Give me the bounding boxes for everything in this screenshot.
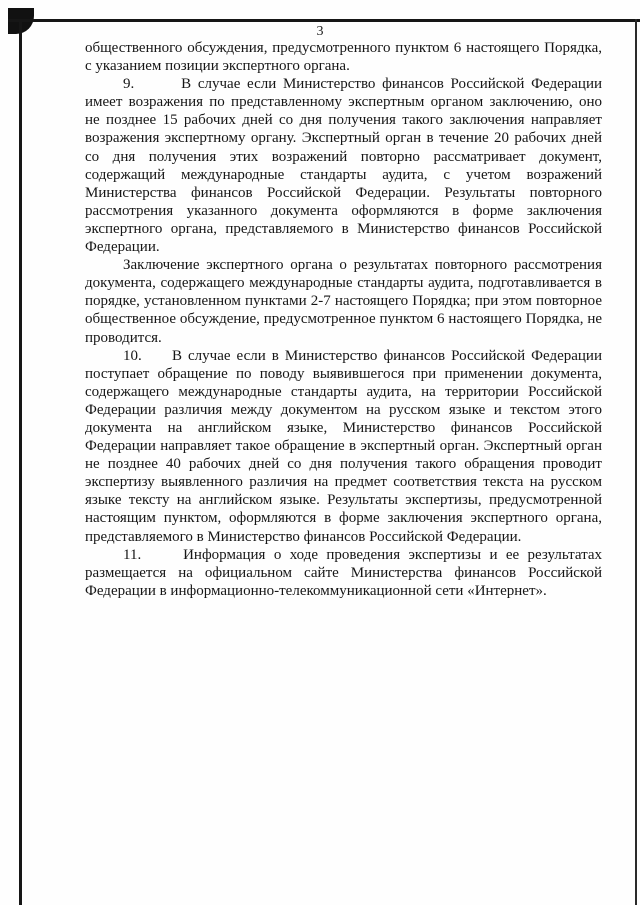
paragraph: 10. В случае если в Министерство финансов Российской Федерации поступает обращение по поводу выявившегося при применении документа, содержащего международные стандарты аудита, на территории Российской Федерации различия между документом на русском языке и текстом этого документа на английском языке, Министерство финансов Российской Федерации направляет такое обращение в экспертный орган. Экспертный орган не позднее 40 рабочих дней со дня получения такого обращения проводит экспертизу выявленного различия на предмет соответствия текста на русском языке тексту на английском языке. Результаты экспертизы, предусмотренной настоящим пунктом, оформляются в форме заключения экспертного органа, представляемого в Министерство финансов Российской Федерации. [85, 347, 602, 545]
paragraph: 9. В случае если Министерство финансов Российской Федерации имеет возражения по представленному экспертным органом заключению, оно не позднее 15 рабочих дней со дня получения такого заключения направляет возражения экспертному органу. Экспертный орган в течение 20 рабочих дней со дня получения этих возражений повторно рассматривает документ, содержащий международные стандарты аудита, с учетом возражений Министерства финансов Российской Федерации. Результаты повторного рассмотрения указанного документа оформляются в форме заключения экспертного органа, представляемого в Министерство финансов Российской Федерации. [85, 76, 602, 256]
paragraph: Заключение экспертного органа о результатах повторного рассмотрения документа, содержащего международные стандарты аудита, подготавливается в порядке, установленном пунктами 2-7 настоящего Порядка; при этом повторное общественное обсуждение, предусмотренное пунктом 6 настоящего Порядка, не проводится. [85, 257, 602, 346]
scan-artifact-left-edge [19, 19, 22, 905]
scan-artifact-right-edge [635, 19, 637, 905]
page-number: 3 [316, 24, 324, 39]
document-text-block [85, 39, 602, 600]
paragraph: общественного обсуждения, предусмотренного пунктом 6 настоящего Порядка, с указанием позиции экспертного органа. [85, 40, 602, 75]
scan-artifact-top-edge [8, 19, 640, 22]
paragraph: 11. Информация о ходе проведения экспертизы и ее результатах размещается на официальном сайте Министерства финансов Российской Федерации в информационно-телекоммуникационной сети «Интернет». [85, 546, 602, 599]
